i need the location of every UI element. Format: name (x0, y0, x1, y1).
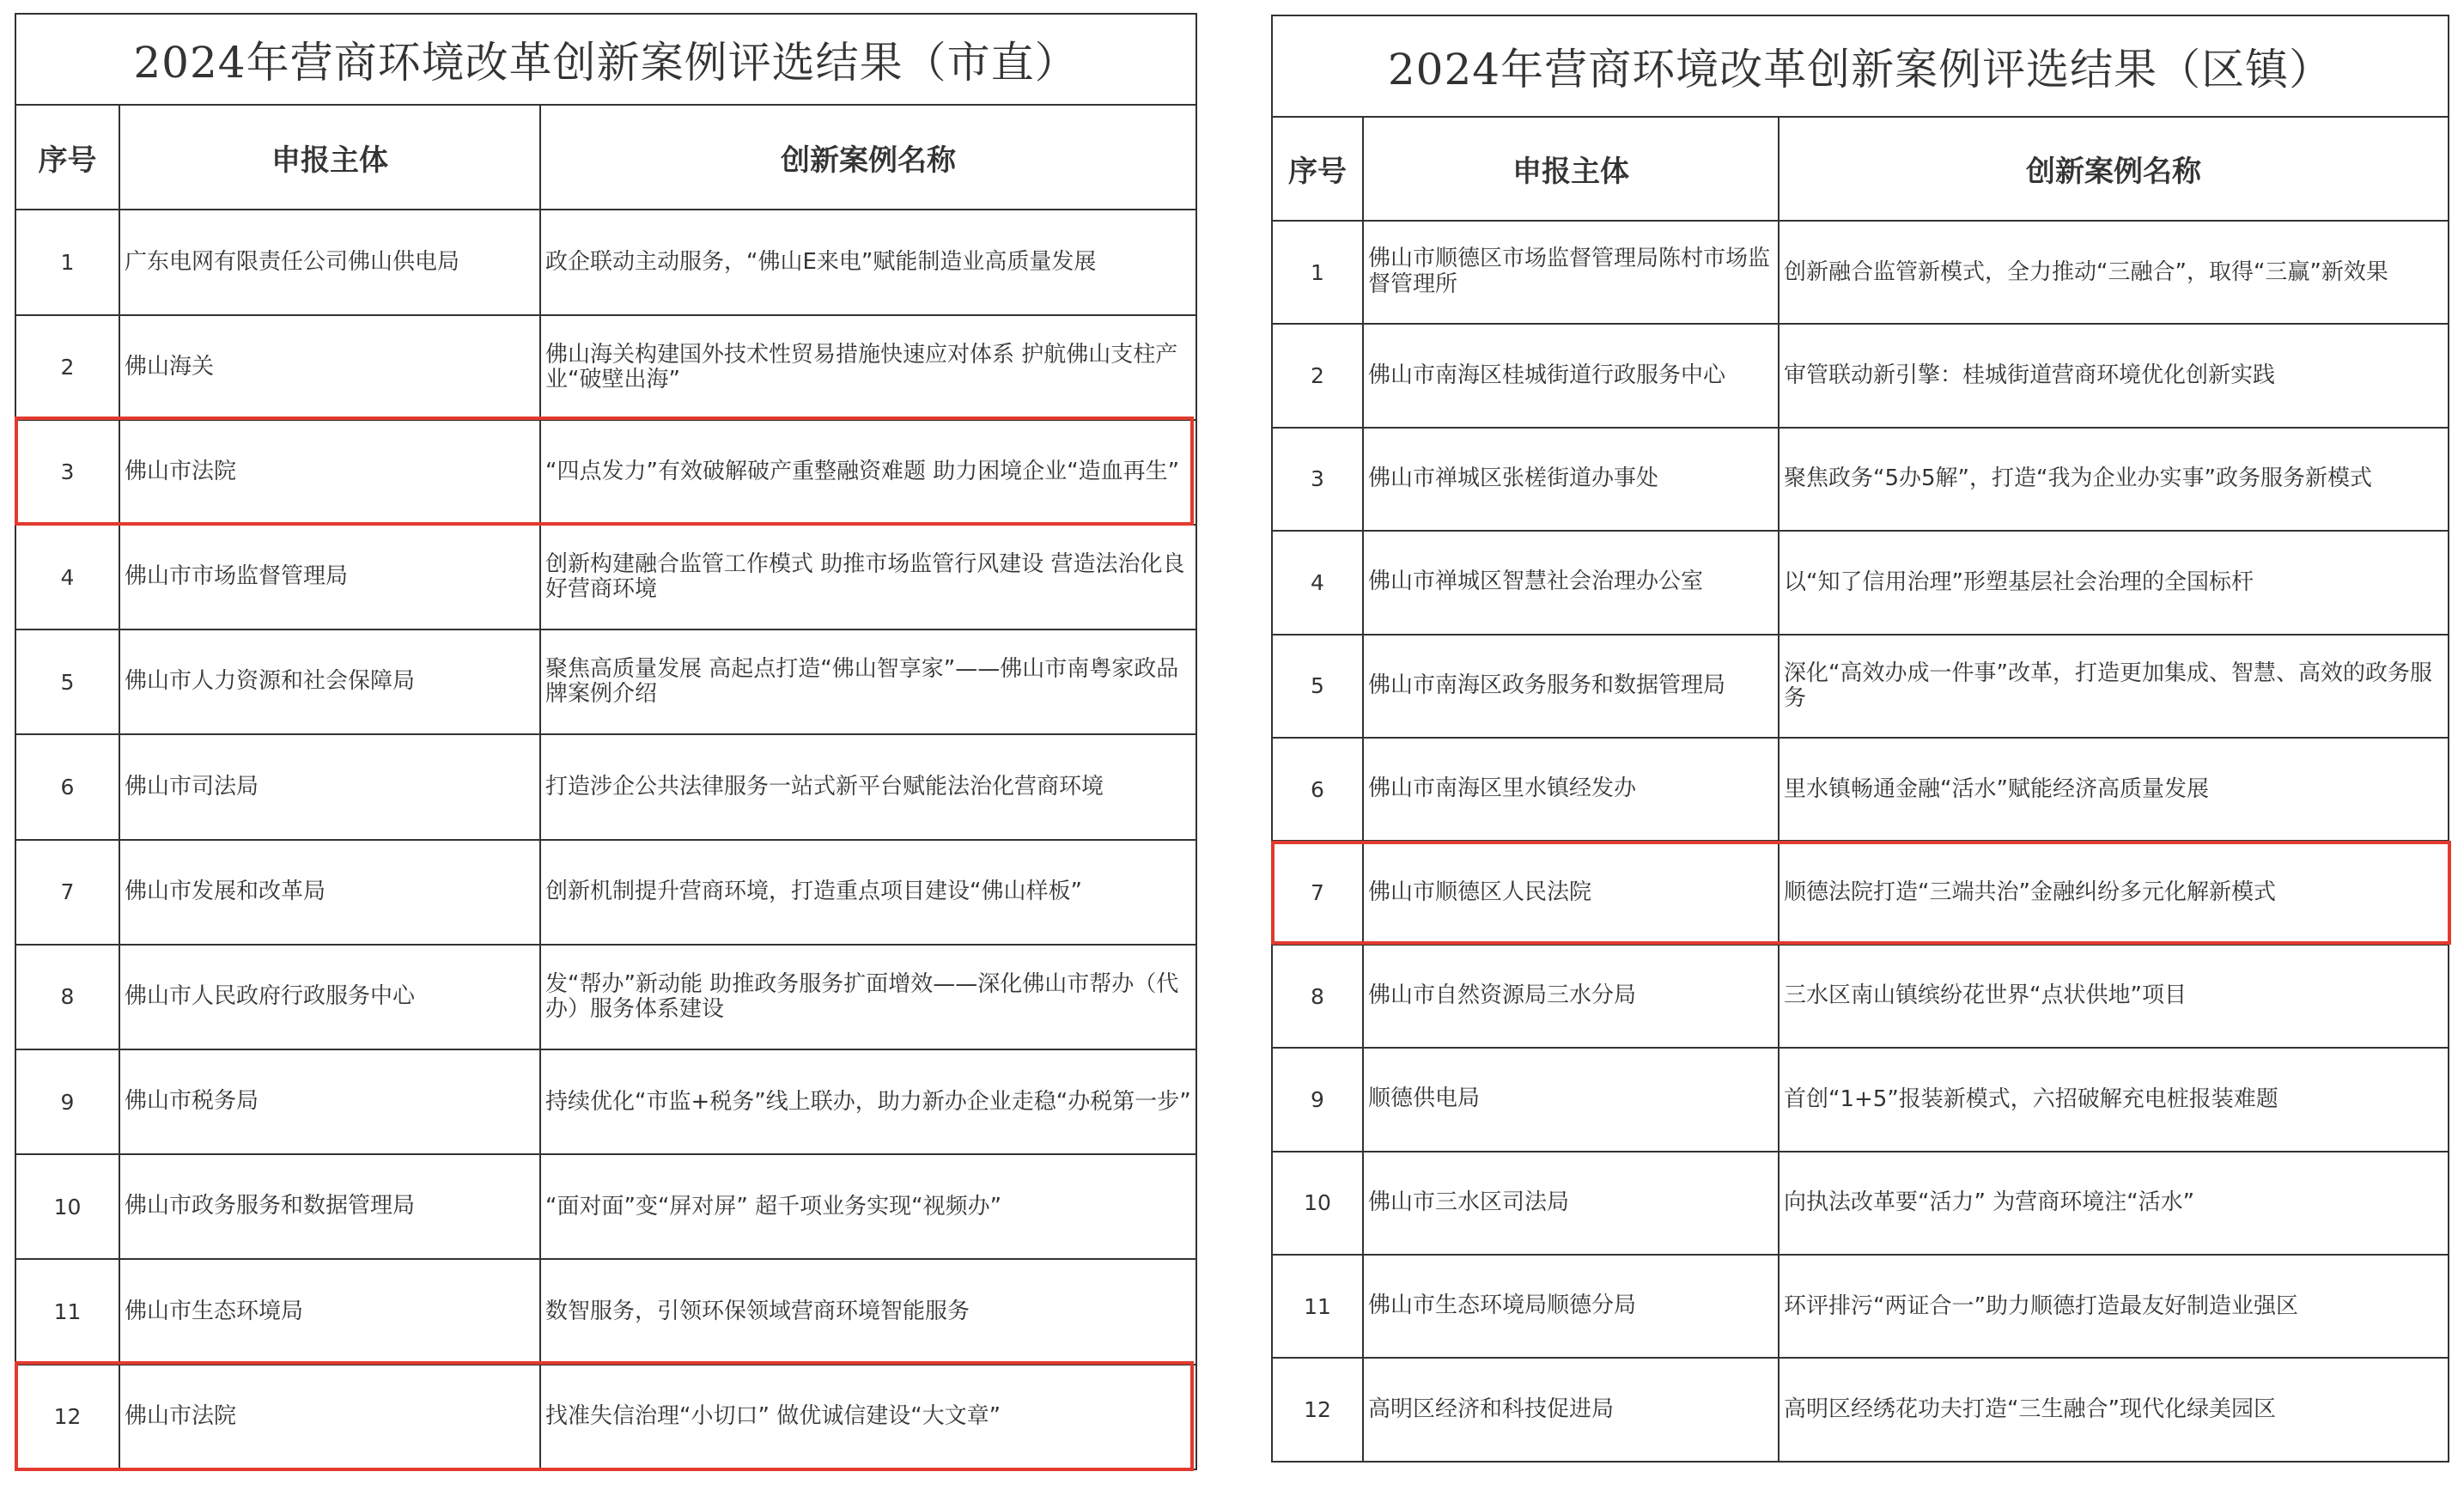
row-number: 10 (1272, 1152, 1363, 1255)
row-number: 12 (1272, 1358, 1363, 1462)
row-case-name: 顺德法院打造“三端共治”金融纠纷多元化解新模式 (1779, 841, 2449, 944)
col-header-case: 创新案例名称 (540, 105, 1196, 210)
row-entity: 佛山市政务服务和数据管理局 (119, 1154, 540, 1259)
row-entity: 佛山市生态环境局顺德分局 (1363, 1255, 1779, 1358)
row-number: 1 (1272, 221, 1363, 324)
row-case-name: “四点发力”有效破解破产重整融资难题 助力困境企业“造血再生” (540, 420, 1196, 525)
row-case-name: 高明区经绣花功夫打造“三生融合”现代化绿美园区 (1779, 1358, 2449, 1462)
left-table-title: 2024年营商环境改革创新案例评选结果（市直） (15, 14, 1196, 105)
row-case-name: 向执法改革要“活力” 为营商环境注“活水” (1779, 1152, 2449, 1255)
table-row (1272, 221, 2449, 324)
table-row (1272, 1255, 2449, 1358)
col-header-entity: 申报主体 (119, 105, 540, 210)
table-row (1272, 428, 2449, 531)
table-row (15, 525, 1196, 629)
row-entity: 佛山市南海区政务服务和数据管理局 (1363, 635, 1779, 738)
row-case-name: 环评排污“两证合一”助力顺德打造最友好制造业强区 (1779, 1255, 2449, 1358)
row-entity: 佛山市市场监督管理局 (119, 525, 540, 629)
row-case-name: 聚焦政务“5办5解”，打造“我为企业办实事”政务服务新模式 (1779, 428, 2449, 531)
row-number: 6 (1272, 738, 1363, 841)
row-entity: 佛山海关 (119, 315, 540, 420)
row-number: 8 (1272, 945, 1363, 1048)
row-case-name: 创新机制提升营商环境，打造重点项目建设“佛山样板” (540, 840, 1196, 945)
row-entity: 佛山市生态环境局 (119, 1259, 540, 1364)
row-entity: 佛山市税务局 (119, 1049, 540, 1154)
row-case-name: 政企联动主动服务，“佛山E来电”赋能制造业高质量发展 (540, 210, 1196, 314)
row-number: 2 (15, 315, 119, 420)
row-case-name: “面对面”变“屏对屏” 超千项业务实现“视频办” (540, 1154, 1196, 1259)
row-case-name: 深化“高效办成一件事”改革，打造更加集成、智慧、高效的政务服务 (1779, 635, 2449, 738)
table-row (15, 629, 1196, 734)
row-number: 9 (1272, 1048, 1363, 1151)
table-row (15, 1259, 1196, 1364)
row-entity: 佛山市顺德区市场监督管理局陈村市场监督管理所 (1363, 221, 1779, 324)
row-entity: 佛山市禅城区智慧社会治理办公室 (1363, 531, 1779, 634)
row-entity: 顺德供电局 (1363, 1048, 1779, 1151)
row-entity: 佛山市人民政府行政服务中心 (119, 945, 540, 1049)
row-case-name: 三水区南山镇缤纷花世界“点状供地”项目 (1779, 945, 2449, 1048)
row-case-name: 打造涉企公共法律服务一站式新平台赋能法治化营商环境 (540, 734, 1196, 839)
row-number: 11 (1272, 1255, 1363, 1358)
row-entity: 佛山市顺德区人民法院 (1363, 841, 1779, 944)
col-header-number: 序号 (1272, 117, 1363, 220)
row-number: 2 (1272, 324, 1363, 427)
row-number: 8 (15, 945, 119, 1049)
row-case-name: 持续优化“市监+税务”线上联办，助力新办企业走稳“办税第一步” (540, 1049, 1196, 1154)
table-row (15, 945, 1196, 1049)
table-row (15, 210, 1196, 314)
table-row (15, 1049, 1196, 1154)
table-row (1272, 945, 2449, 1048)
table-row (15, 840, 1196, 945)
row-case-name: 首创“1+5”报装新模式，六招破解充电桩报装难题 (1779, 1048, 2449, 1151)
row-number: 7 (1272, 841, 1363, 944)
row-number: 12 (15, 1365, 119, 1469)
row-number: 6 (15, 734, 119, 839)
table-row (1272, 1048, 2449, 1151)
left-results-table (15, 13, 1197, 1470)
row-number: 11 (15, 1259, 119, 1364)
row-entity: 佛山市南海区桂城街道行政服务中心 (1363, 324, 1779, 427)
row-entity: 广东电网有限责任公司佛山供电局 (119, 210, 540, 314)
right-table-body (1272, 15, 2449, 1462)
table-row (15, 420, 1196, 525)
row-entity: 佛山市司法局 (119, 734, 540, 839)
row-number: 5 (1272, 635, 1363, 738)
row-number: 3 (1272, 428, 1363, 531)
row-case-name: 以“知了信用治理”形塑基层社会治理的全国标杆 (1779, 531, 2449, 634)
row-case-name: 佛山海关构建国外技术性贸易措施快速应对体系 护航佛山支柱产业“破壁出海” (540, 315, 1196, 420)
row-case-name: 聚焦高质量发展 高起点打造“佛山智享家”——佛山市南粤家政品牌案例介绍 (540, 629, 1196, 734)
table-row (1272, 324, 2449, 427)
row-entity: 高明区经济和科技促进局 (1363, 1358, 1779, 1462)
table-row (1272, 841, 2449, 944)
row-number: 9 (15, 1049, 119, 1154)
table-row (15, 1365, 1196, 1469)
row-case-name: 里水镇畅通金融“活水”赋能经济高质量发展 (1779, 738, 2449, 841)
row-number: 10 (15, 1154, 119, 1259)
col-header-entity: 申报主体 (1363, 117, 1779, 220)
col-header-number: 序号 (15, 105, 119, 210)
right-table-title: 2024年营商环境改革创新案例评选结果（区镇） (1272, 15, 2449, 117)
table-row (15, 734, 1196, 839)
row-entity: 佛山市法院 (119, 1365, 540, 1469)
table-row (15, 315, 1196, 420)
table-row (1272, 738, 2449, 841)
row-number: 7 (15, 840, 119, 945)
row-case-name: 找准失信治理“小切口” 做优诚信建设“大文章” (540, 1365, 1196, 1469)
table-row (1272, 1358, 2449, 1462)
row-entity: 佛山市发展和改革局 (119, 840, 540, 945)
table-row (15, 1154, 1196, 1259)
row-number: 1 (15, 210, 119, 314)
row-entity: 佛山市自然资源局三水分局 (1363, 945, 1779, 1048)
row-case-name: 创新融合监管新模式，全力推动“三融合”，取得“三赢”新效果 (1779, 221, 2449, 324)
row-case-name: 发“帮办”新动能 助推政务服务扩面增效——深化佛山市帮办（代办）服务体系建设 (540, 945, 1196, 1049)
row-entity: 佛山市南海区里水镇经发办 (1363, 738, 1779, 841)
row-case-name: 审管联动新引擎：桂城街道营商环境优化创新实践 (1779, 324, 2449, 427)
table-row (1272, 1152, 2449, 1255)
row-number: 3 (15, 420, 119, 525)
row-entity: 佛山市三水区司法局 (1363, 1152, 1779, 1255)
row-entity: 佛山市人力资源和社会保障局 (119, 629, 540, 734)
table-row (1272, 635, 2449, 738)
table-row (1272, 531, 2449, 634)
left-table-body (15, 14, 1196, 1469)
row-number: 4 (15, 525, 119, 629)
row-number: 4 (1272, 531, 1363, 634)
row-entity: 佛山市禅城区张槎街道办事处 (1363, 428, 1779, 531)
right-results-table (1271, 15, 2449, 1463)
row-case-name: 创新构建融合监管工作模式 助推市场监管行风建设 营造法治化良好营商环境 (540, 525, 1196, 629)
row-entity: 佛山市法院 (119, 420, 540, 525)
row-case-name: 数智服务，引领环保领域营商环境智能服务 (540, 1259, 1196, 1364)
col-header-case: 创新案例名称 (1779, 117, 2449, 220)
row-number: 5 (15, 629, 119, 734)
